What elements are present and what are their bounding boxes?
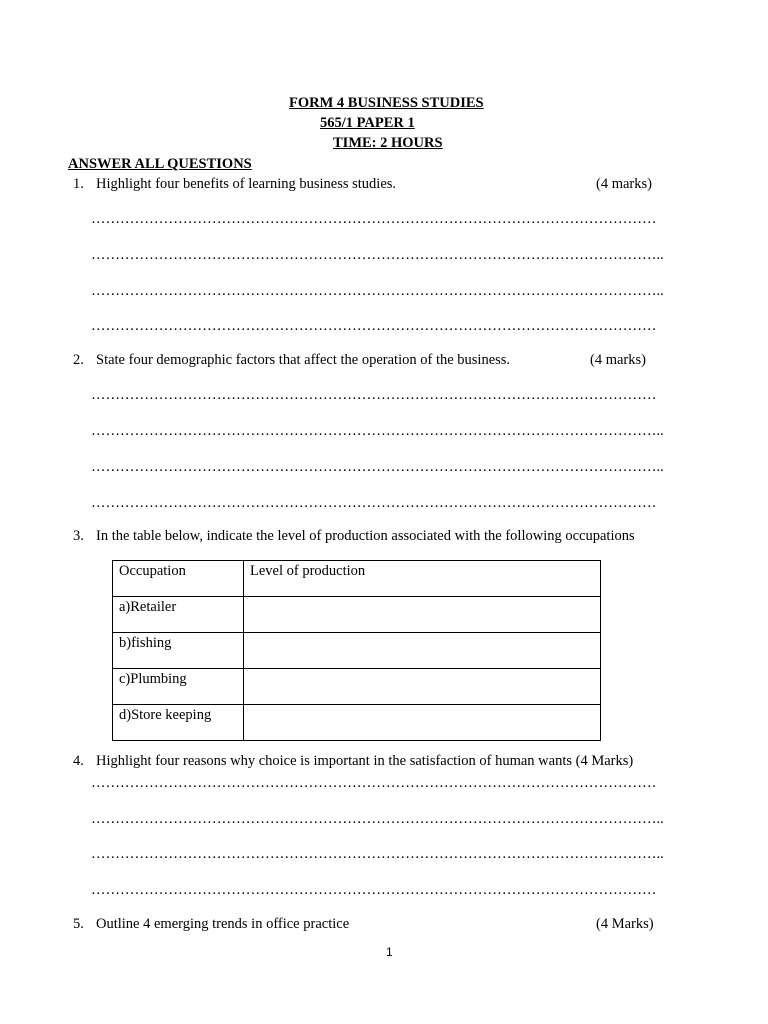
question-text: In the table below, indicate the level of production associated with the following occupations [96,528,635,544]
table-row [113,633,601,669]
question-text: State four demographic factors that affect the operation of the business. [96,352,511,368]
occupation-cell: d)Store keeping [113,705,244,741]
question-marks: (4 marks) [596,176,652,192]
answer-line: ……………………………………………………………………………………………………… [91,882,657,898]
answer-cell[interactable] [244,669,601,705]
question-number: 5. [73,916,84,932]
answer-line: ……………………………………………………………………………………………………….. [91,459,664,475]
occupation-table [112,560,601,741]
question-text: Highlight four reasons why choice is important in the satisfaction of human wants (4 Marks) [96,753,634,769]
table-row [113,597,601,633]
question-text: Outline 4 emerging trends in office practice [96,916,350,932]
question-number: 3. [73,528,84,544]
instruction-heading: ANSWER ALL QUESTIONS [68,156,252,172]
answer-line: ……………………………………………………………………………………………………….. [91,811,664,827]
occupation-cell: a)Retailer [113,597,244,633]
question-text: Highlight four benefits of learning business studies. [96,176,397,192]
answer-cell[interactable] [244,633,601,669]
occupation-cell: c)Plumbing [113,669,244,705]
answer-line: ……………………………………………………………………………………………………… [91,495,657,511]
answer-line: ……………………………………………………………………………………………………….. [91,423,664,439]
answer-line: ……………………………………………………………………………………………………… [91,211,657,227]
answer-line: ……………………………………………………………………………………………………… [91,318,657,334]
answer-cell[interactable] [244,597,601,633]
table-row [113,705,601,741]
answer-line: ……………………………………………………………………………………………………….. [91,247,664,263]
table-row [113,669,601,705]
page-number: 1 [386,945,393,959]
answer-line: ……………………………………………………………………………………………………… [91,775,657,791]
question-number: 4. [73,753,84,769]
table-header-cell: Occupation [113,561,244,597]
question-marks: (4 Marks) [596,916,654,932]
time-allowed: TIME: 2 HOURS [333,135,443,151]
table-header-cell: Level of production [244,561,601,597]
table-header-row [113,561,601,597]
question-number: 1. [73,176,84,192]
question-marks: (4 marks) [590,352,646,368]
paper-code: 565/1 PAPER 1 [320,115,415,131]
answer-cell[interactable] [244,705,601,741]
answer-line: ……………………………………………………………………………………………………… [91,387,657,403]
answer-line: ……………………………………………………………………………………………………….. [91,846,664,862]
exam-title: FORM 4 BUSINESS STUDIES [289,95,484,111]
answer-line: ……………………………………………………………………………………………………….. [91,283,664,299]
question-number: 2. [73,352,84,368]
occupation-cell: b)fishing [113,633,244,669]
